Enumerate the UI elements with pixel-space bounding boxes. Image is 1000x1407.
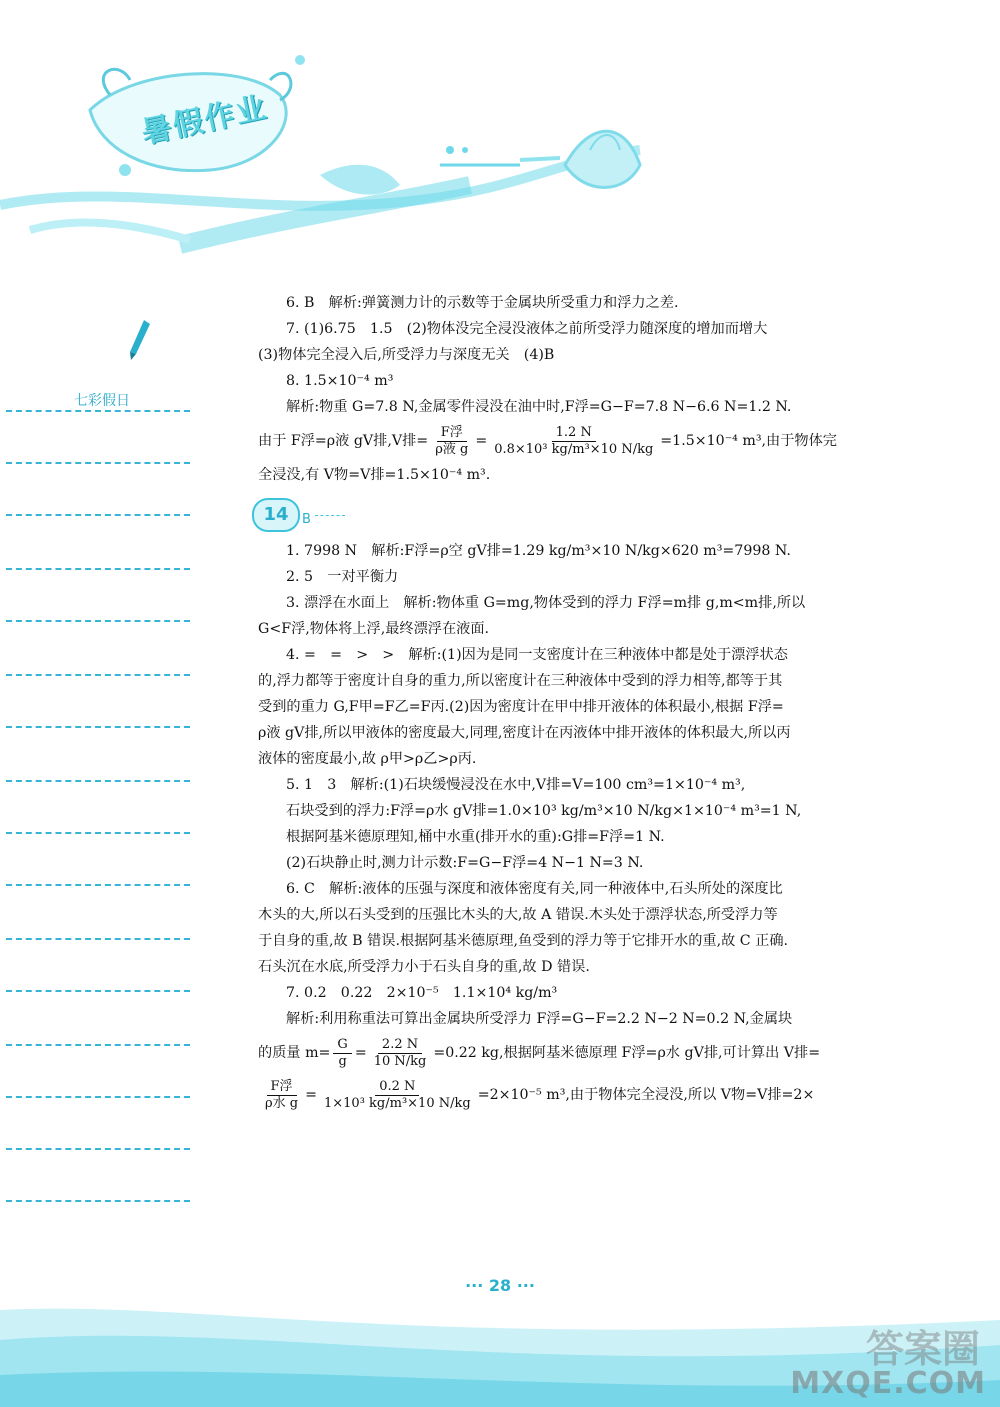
fraction-denominator: 1×10³ kg/m³×10 N/kg — [324, 1095, 471, 1111]
answer-8-equation — [258, 420, 886, 462]
answer-14-3-cont: G<F浮,物体将上浮,最终漂浮在液面. — [258, 621, 490, 637]
equation-text: = — [475, 433, 488, 449]
answer-14-4-cont: 的,浮力都等于密度计自身的重力,所以密度计在三种液体中受到的浮力相等,都等于其 — [258, 673, 783, 689]
answer-14-4-cont: 受到的重力 G,F甲=F乙=F丙.(2)因为密度计在甲中排开液体的体积最小,根据 F浮= — [258, 699, 784, 715]
answer-14-7-explanation: 解析:利用称重法可算出金属块所受浮力 F浮=G−F=2.2 N−2 N=0.2 N,金属块 — [286, 1011, 793, 1027]
fraction — [370, 1037, 431, 1070]
dashed-line — [6, 568, 190, 570]
equation-text: =0.22 kg,根据阿基米德原理 F浮=ρ水 gV排,可计算出 V排= — [433, 1045, 821, 1061]
fraction-numerator: F浮 — [437, 425, 467, 442]
fraction-numerator: F浮 — [267, 1079, 297, 1096]
pen-icon — [126, 318, 152, 362]
dashed-line — [6, 938, 190, 940]
fraction-numerator: 2.2 N — [378, 1037, 422, 1054]
dashed-line — [6, 1148, 190, 1150]
answer-14-6-cont: 石头沉在水底,所受浮力小于石头自身的重,故 D 错误. — [258, 959, 590, 975]
answer-14-7-equation — [258, 1032, 886, 1074]
answer-14-2: 2. 5 一对平衡力 — [286, 569, 399, 585]
fraction — [320, 1079, 475, 1112]
fraction-denominator: g — [338, 1053, 347, 1069]
answer-14-7-equation — [258, 1074, 886, 1116]
equation-text: =2×10⁻⁵ m³,由于物体完全浸没,所以 V物=V排=2× — [477, 1087, 815, 1103]
dashed-line — [6, 1096, 190, 1098]
answer-14-4-cont: 液体的密度最小,故 ρ甲>ρ乙>ρ丙. — [258, 751, 477, 767]
answer-14-6: 6. C 解析:液体的压强与深度和液体密度有关,同一种液体中,石头所处的深度比 — [286, 881, 783, 897]
fraction-denominator: ρ液 g — [435, 441, 469, 457]
answer-8-tail: 全浸没,有 V物=V排=1.5×10⁻⁴ m³. — [258, 467, 491, 483]
section-divider — [315, 515, 345, 516]
dashed-line — [6, 410, 190, 412]
answer-7-line1: 7. (1)6.75 1.5 (2)物体没完全浸没液体之前所受浮力随深度的增加而增大 — [286, 321, 768, 337]
dashed-line — [6, 674, 190, 676]
answer-14-1: 1. 7998 N 解析:F浮=ρ空 gV排=1.29 kg/m³×10 N/kg×620 m³=7998 N. — [286, 543, 791, 559]
equation-text: = — [305, 1087, 317, 1103]
dashed-line — [6, 1044, 190, 1046]
fraction — [333, 1037, 351, 1070]
sidebar-label: 七彩假日 — [74, 393, 130, 409]
dashed-line — [6, 780, 190, 782]
fraction-numerator: 1.2 N — [552, 425, 596, 442]
equation-text: 的质量 m= — [258, 1045, 331, 1061]
answer-14-5-cont: 石块受到的浮力:F浮=ρ水 gV排=1.0×10³ kg/m³×10 N/kg×1×10⁻⁴ m³=1 N, — [286, 803, 802, 819]
dashed-line — [6, 884, 190, 886]
answer-14-5: 5. 1 3 解析:(1)石块缓慢浸没在水中,V排=V=100 cm³=1×10⁻⁴ m³, — [286, 777, 746, 793]
answer-6: 6. B 解析:弹簧测力计的示数等于金属块所受重力和浮力之差. — [286, 295, 679, 311]
dashed-line — [6, 1200, 190, 1202]
fraction-numerator: G — [333, 1037, 351, 1054]
equation-text: 由于 F浮=ρ液 gV排,V排= — [258, 433, 429, 449]
answer-14-5-cont: 根据阿基米德原理知,桶中水重(排开水的重):G排=F浮=1 N. — [286, 829, 665, 845]
answer-14-4: 4. = = > > 解析:(1)因为是同一支密度计在三种液体中都是处于漂浮状态 — [286, 647, 788, 663]
answer-8-explanation: 解析:物重 G=7.8 N,金属零件浸没在油中时,F浮=G−F=7.8 N−6.6 N=1.2 N. — [286, 399, 792, 415]
answer-14-6-cont: 于自身的重,故 B 错误.根据阿基米德原理,鱼受到的浮力等于它排开水的重,故 C 正确. — [258, 933, 789, 949]
header-title: 暑假作业 — [138, 89, 271, 151]
section-header — [252, 494, 886, 536]
answer-7-line2: (3)物体完全浸入后,所受浮力与深度无关 (4)B — [258, 347, 555, 363]
answer-14-3: 3. 漂浮在水面上 解析:物体重 G=mg,物体受到的浮力 F浮=m排 g,m<m排,所以 — [286, 595, 806, 611]
watermark: MXQE.COM — [790, 1366, 986, 1401]
section-number: 14 — [252, 498, 300, 532]
answer-8: 8. 1.5×10⁻⁴ m³ — [286, 373, 394, 389]
fraction-denominator: ρ水 g — [265, 1095, 299, 1111]
fraction — [261, 1079, 302, 1112]
answer-14-6-cont: 木头的大,所以石头受到的压强比木头的大,故 A 错误.木头处于漂浮状态,所受浮力等 — [258, 907, 778, 923]
equation-text: =1.5×10⁻⁴ m³,由于物体完 — [660, 433, 837, 449]
dashed-line — [6, 620, 190, 622]
page-number: ··· 28 ··· — [465, 1276, 535, 1295]
fraction-denominator: 0.8×10³ kg/m³×10 N/kg — [494, 441, 654, 457]
equation-text: = — [354, 1045, 367, 1061]
answer-14-7: 7. 0.2 0.22 2×10⁻⁵ 1.1×10⁴ kg/m³ — [286, 985, 558, 1001]
dashed-line — [6, 832, 190, 834]
fraction-denominator: 10 N/kg — [373, 1053, 427, 1069]
fraction-numerator: 0.2 N — [375, 1079, 419, 1096]
section-sub: B — [302, 512, 311, 527]
dashed-line — [6, 990, 190, 992]
answer-14-4-cont: ρ液 gV排,所以甲液体的密度最大,同理,密度计在丙液体中排开液体的体积最大,所以丙 — [258, 725, 791, 741]
fraction — [431, 425, 472, 458]
answer-14-5-cont: (2)石块静止时,测力计示数:F=G−F浮=4 N−1 N=3 N. — [286, 855, 644, 871]
fraction — [490, 425, 657, 458]
dashed-line — [6, 462, 190, 464]
watermark-cn: 答案圈 — [865, 1327, 980, 1371]
dashed-line — [6, 514, 190, 516]
answer-content — [258, 290, 886, 1116]
dashed-line — [6, 726, 190, 728]
